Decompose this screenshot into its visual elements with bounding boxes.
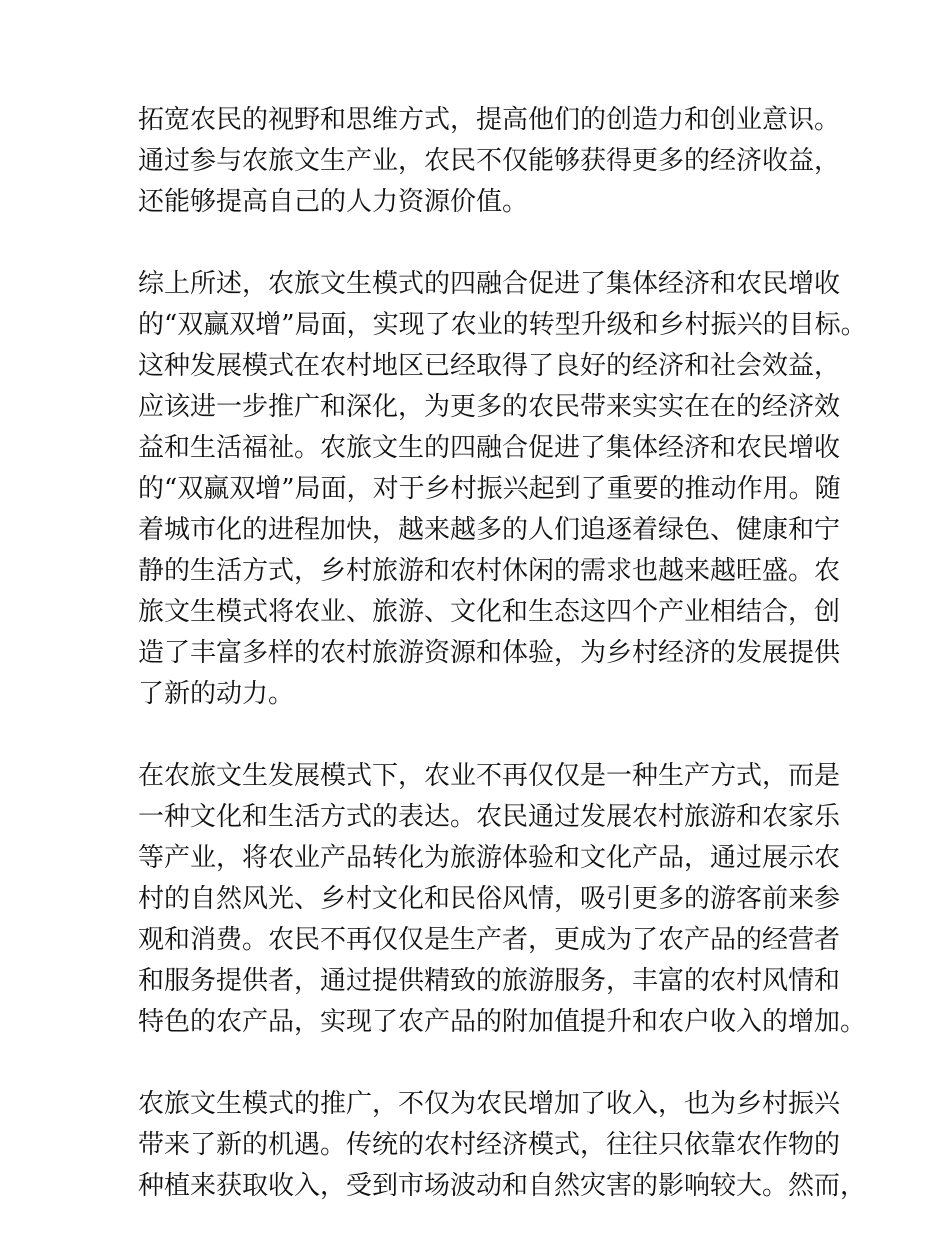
text-line: 种植来获取收入，受到市场波动和自然灾害的影响较大。然而，	[138, 1171, 867, 1201]
text-line: 的“双赢双增”局面，实现了农业的转型升级和乡村振兴的目标。	[138, 310, 867, 340]
document-body	[138, 100, 867, 1248]
paragraph-2	[138, 264, 867, 715]
text-line: 这种发展模式在农村地区已经取得了良好的经济和社会效益，	[138, 351, 841, 381]
text-line: 在农旅文生发展模式下，农业不再仅仅是一种生产方式，而是	[138, 761, 841, 791]
text-line: 村的自然风光、乡村文化和民俗风情，吸引更多的游客前来参	[138, 884, 841, 914]
text-line: 农旅文生模式的推广，不仅为农民增加了收入，也为乡村振兴	[138, 1089, 841, 1119]
text-line: 等产业，将农业产品转化为旅游体验和文化产品，通过展示农	[138, 843, 841, 873]
text-line: 还能够提高自己的人力资源价值。	[138, 187, 529, 217]
text-line: 造了丰富多样的农村旅游资源和体验，为乡村经济的发展提供	[138, 638, 841, 668]
text-line: 益和生活福祉。农旅文生的四融合促进了集体经济和农民增收	[138, 433, 841, 463]
text-line: 应该进一步推广和深化，为更多的农民带来实实在在的经济效	[138, 392, 841, 422]
text-line: 旅文生模式将农业、旅游、文化和生态这四个产业相结合，创	[138, 597, 841, 627]
text-line: 综上所述，农旅文生模式的四融合促进了集体经济和农民增收	[138, 269, 841, 299]
text-line: 特色的农产品，实现了农产品的附加值提升和农户收入的增加。	[138, 1007, 867, 1037]
text-line: 拓宽农民的视野和思维方式，提高他们的创造力和创业意识。	[138, 105, 841, 135]
text-line: 着城市化的进程加快，越来越多的人们追逐着绿色、健康和宁	[138, 515, 841, 545]
text-line: 观和消费。农民不再仅仅是生产者，更成为了农产品的经营者	[138, 925, 841, 955]
text-line: 通过参与农旅文生产业，农民不仅能够获得更多的经济收益，	[138, 146, 841, 176]
text-line: 了新的动力。	[138, 679, 295, 709]
paragraph-3	[138, 756, 867, 1043]
paragraph-1	[138, 100, 841, 223]
text-line: 静的生活方式，乡村旅游和农村休闲的需求也越来越旺盛。农	[138, 556, 841, 586]
text-line: 带来了新的机遇。传统的农村经济模式，往往只依靠农作物的	[138, 1130, 841, 1160]
paragraph-4	[138, 1084, 867, 1207]
text-line: 一种文化和生活方式的表达。农民通过发展农村旅游和农家乐	[138, 802, 841, 832]
text-line: 和服务提供者，通过提供精致的旅游服务，丰富的农村风情和	[138, 966, 841, 996]
text-line: 的“双赢双增”局面，对于乡村振兴起到了重要的推动作用。随	[138, 474, 841, 504]
